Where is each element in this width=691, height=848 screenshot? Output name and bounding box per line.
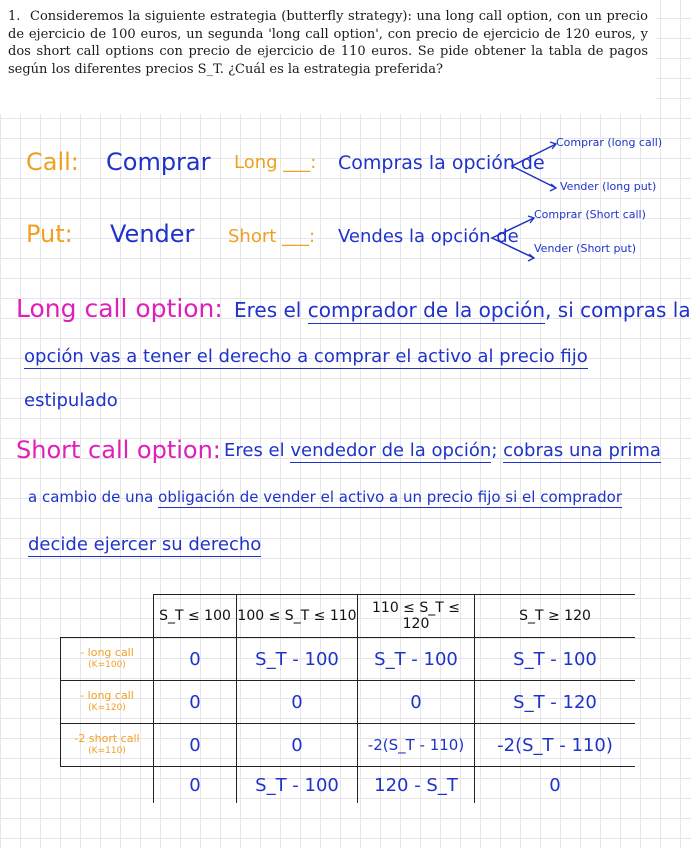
header-range-3: 110 ≤ S_T ≤ 120	[358, 595, 475, 638]
problem-number: 1.	[8, 9, 21, 24]
row-label-long-call-100: - long call (K=100)	[61, 638, 154, 681]
cell: 0	[154, 638, 237, 681]
table-row	[61, 681, 636, 724]
row-label-short-call-110: -2 short call (K=110)	[61, 724, 154, 767]
short-option-sell: Vender (Short put)	[534, 242, 637, 255]
call-label: Call:	[26, 148, 79, 176]
row-label-long-call-120: - long call (K=120)	[61, 681, 154, 724]
short-description: Vendes la opción de	[338, 226, 519, 247]
cell: S_T - 120	[475, 681, 636, 724]
cell: -2(S_T - 110)	[358, 724, 475, 767]
short-option-buy: Comprar (Short call)	[534, 208, 646, 221]
problem-text: Consideremos la siguiente estrategia (butterfly strategy): una long call option, con un precio de ejercicio de 100 euros, un segunda 'long call option', con precio de ejercicio de 120 euros, y dos short call options con precio de ejercicio de 110 euros. Se pide obtener la tabla de pagos según los diferentes precios S_T. ¿Cuál es la estrategia preferida?	[8, 9, 648, 77]
table-corner	[61, 595, 154, 638]
short-call-option-line3: decide ejercer su derecho	[28, 534, 262, 555]
cell: 0	[154, 767, 237, 804]
long-option-buy: Comprar (long call)	[556, 136, 663, 149]
cell: -2(S_T - 110)	[475, 724, 636, 767]
cell: 120 - S_T	[358, 767, 475, 804]
header-range-4: S_T ≥ 120	[475, 595, 636, 638]
cell: 0	[154, 724, 237, 767]
long-description: Compras la opción de	[338, 152, 545, 174]
payoff-table	[60, 594, 635, 803]
long-call-option-title: Long call option:	[16, 294, 223, 323]
long-call-option-line1	[234, 298, 691, 322]
long-branch-arrows	[508, 138, 558, 194]
table-header-row	[61, 595, 636, 638]
cell: 0	[154, 681, 237, 724]
long-call-option-line3: estipulado	[24, 390, 118, 411]
cell: 0	[237, 681, 358, 724]
sco-underlined-2: cobras una prima	[503, 440, 661, 461]
put-word: Vender	[110, 220, 195, 248]
sco-line2-underlined: obligación de vender el activo a un precio fijo si el comprador	[158, 488, 623, 506]
cell: 0	[475, 767, 636, 804]
lco-underlined-1: comprador de la opción	[307, 298, 546, 322]
sco-text-1: Eres el	[224, 440, 285, 461]
long-call-option-line2: opción vas a tener el derecho a comprar el activo al precio fijo	[24, 346, 588, 367]
short-call-option-line1	[224, 440, 661, 461]
sco-text-2: ;	[491, 440, 498, 461]
long-option-sell: Vender (long put)	[560, 180, 657, 193]
sco-underlined-1: vendedor de la opción	[290, 440, 492, 461]
short-branch-arrows	[488, 212, 536, 264]
cell: S_T - 100	[237, 638, 358, 681]
table-row	[61, 724, 636, 767]
put-label: Put:	[26, 220, 73, 248]
table-row	[61, 638, 636, 681]
cell: S_T - 100	[475, 638, 636, 681]
short-call-option-line2	[28, 488, 622, 506]
call-word: Comprar	[106, 148, 211, 176]
long-label: Long ___:	[234, 152, 317, 173]
table-row-total	[61, 767, 636, 804]
sco-line2-text: a cambio de una	[28, 488, 154, 506]
cell: 0	[237, 724, 358, 767]
problem-statement	[8, 8, 648, 78]
row-label-total	[61, 767, 154, 804]
header-range-2: 100 ≤ S_T ≤ 110	[237, 595, 358, 638]
lco-text-1: Eres el	[234, 298, 302, 322]
cell: 0	[358, 681, 475, 724]
cell: S_T - 100	[237, 767, 358, 804]
short-label: Short ___:	[228, 226, 316, 247]
cell: S_T - 100	[358, 638, 475, 681]
short-call-option-title: Short call option:	[16, 436, 221, 464]
header-range-1: S_T ≤ 100	[154, 595, 237, 638]
lco-text-2: , si compras la	[545, 298, 691, 322]
